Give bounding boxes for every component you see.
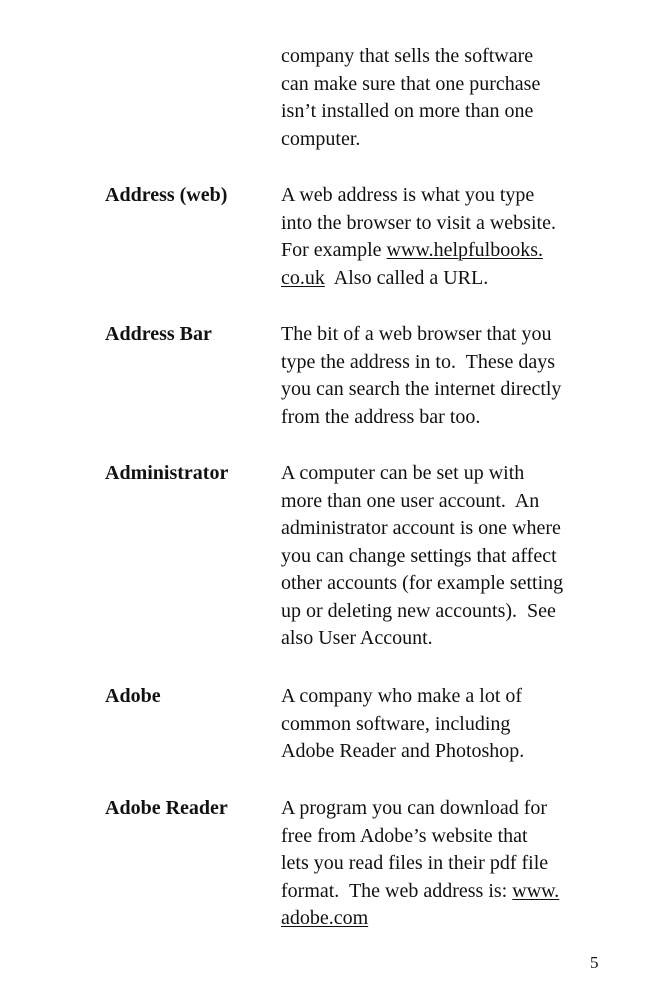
- helpfulbooks-link-continued[interactable]: co.uk: [281, 266, 325, 289]
- definition-line: more than one user account. An: [281, 489, 540, 512]
- definition-line: [281, 878, 559, 906]
- definition-text: Also called a URL.: [324, 266, 489, 289]
- definition-line: company that sells the software: [281, 45, 534, 67]
- definition-line: free from Adobe’s website that: [281, 824, 528, 847]
- definition-line: [281, 265, 556, 293]
- definition-line: administrator account is one where: [281, 517, 561, 539]
- definition-line: you can search the internet directly: [281, 378, 562, 400]
- definition-line: also User Account.: [281, 627, 433, 649]
- definition-line: other accounts (for example setting: [281, 572, 564, 594]
- definition-line: A program you can download for: [281, 797, 548, 819]
- helpfulbooks-link[interactable]: www.helpfulbooks.: [386, 239, 543, 261]
- continuation-definition: [281, 43, 540, 153]
- glossary-definition: [281, 683, 524, 766]
- definition-line: you can change settings that affect: [281, 544, 557, 567]
- glossary-term: Adobe Reader: [105, 797, 228, 819]
- definition-line: Adobe Reader and Photoshop.: [281, 740, 525, 762]
- glossary-definition: [281, 460, 563, 653]
- definition-line: common software, including: [281, 712, 511, 735]
- glossary-term: Administrator: [105, 462, 229, 484]
- definition-line: from the address bar too.: [281, 405, 481, 428]
- definition-line: A web address is what you type: [281, 184, 535, 206]
- definition-line: into the browser to visit a website.: [281, 211, 556, 234]
- adobe-link[interactable]: www.: [512, 879, 560, 902]
- definition-text: format. The web address is:: [281, 879, 513, 902]
- glossary-term: Address Bar: [105, 323, 212, 345]
- definition-line: isn’t installed on more than one: [281, 100, 534, 122]
- definition-line: can make sure that one purchase: [281, 72, 541, 95]
- adobe-link-continued[interactable]: adobe.com: [281, 907, 369, 929]
- definition-line: A computer can be set up with: [281, 462, 525, 484]
- definition-line: A company who make a lot of: [281, 685, 523, 707]
- definition-line: computer.: [281, 127, 361, 150]
- definition-line: [281, 237, 556, 265]
- page-number: 5: [590, 953, 599, 972]
- glossary-definition: [281, 321, 561, 431]
- definition-line: lets you read files in their pdf file: [281, 852, 549, 874]
- glossary-definition: [281, 795, 559, 933]
- definition-line: up or deleting new accounts). See: [281, 599, 556, 622]
- definition-text: For example: [281, 239, 387, 261]
- definition-line: The bit of a web browser that you: [281, 323, 552, 345]
- definition-line: type the address in to. These days: [281, 350, 556, 373]
- glossary-definition: [281, 182, 556, 292]
- glossary-term: Adobe: [105, 685, 161, 707]
- glossary-term: Address (web): [105, 184, 228, 206]
- definition-line: [281, 905, 559, 933]
